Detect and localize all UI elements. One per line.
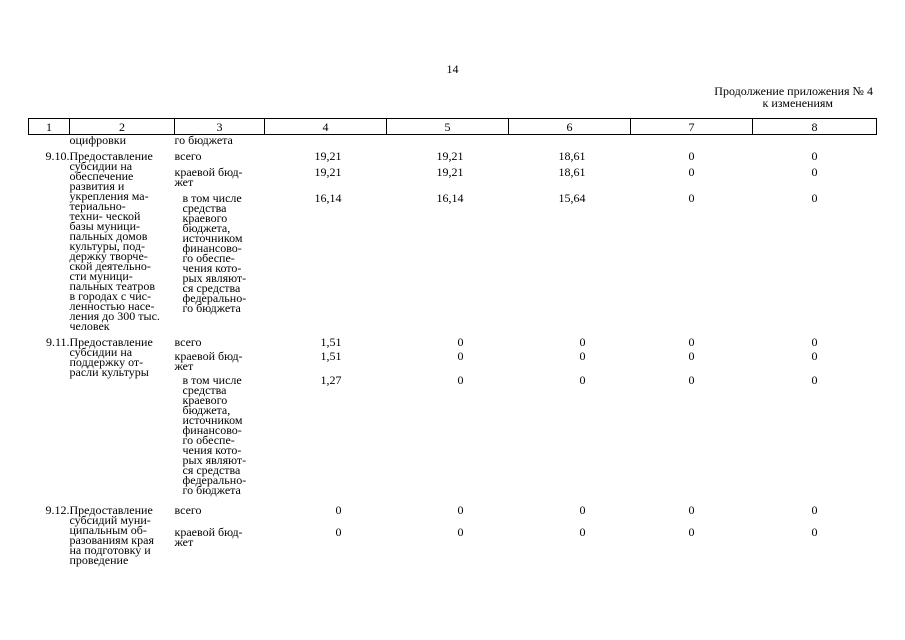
row-description <box>70 337 175 499</box>
funding-source <box>175 351 265 375</box>
value-cell: 0 <box>811 149 818 163</box>
funding-source-text: краевой бюд- жет <box>174 164 243 189</box>
value-cell: 0 <box>688 349 695 363</box>
funding-source-text: краевой бюд- жет <box>174 525 243 550</box>
header-row <box>29 119 877 135</box>
value-cell: 0 <box>811 191 818 206</box>
value-cell: 0 <box>688 164 695 179</box>
row-number: 9.11. <box>45 335 70 349</box>
value-cell: 19,21 <box>436 164 464 179</box>
carryover-row <box>29 135 877 146</box>
table-body <box>29 135 877 566</box>
value-cell: 15,64 <box>558 191 586 206</box>
value-cell: 0 <box>457 349 464 363</box>
continuation-line-2: к изменениям <box>762 96 833 110</box>
table-row <box>29 337 877 351</box>
row-description <box>70 505 175 565</box>
funding-source <box>175 505 265 527</box>
value-cell: 0 <box>335 503 342 517</box>
value-cell: 16,14 <box>314 191 342 206</box>
row-number: 9.10. <box>45 149 70 163</box>
value-cell: 0 <box>335 525 342 540</box>
header-col-4: 4 <box>265 119 387 135</box>
value-cell: 18,61 <box>558 164 586 179</box>
header-col-5: 5 <box>387 119 509 135</box>
value-cell: 0 <box>688 149 695 163</box>
value-cell: 0 <box>579 373 586 387</box>
value-cell: 0 <box>579 349 586 363</box>
funding-source-text: всего <box>174 503 202 517</box>
value-cell: 0 <box>688 373 695 387</box>
row-number: 9.12. <box>45 503 70 517</box>
budget-table <box>28 118 877 565</box>
funding-source <box>175 193 265 331</box>
funding-source-text: в том числе средства краевого бюджета, источником финансово- го обеспе- чения кото- рых являют- ся средства федерально- го бюджета <box>182 373 247 497</box>
header-col-2: 2 <box>70 119 175 135</box>
header-col-8: 8 <box>753 119 877 135</box>
value-cell: 0 <box>811 373 818 387</box>
carryover-desc: оцифровки <box>69 133 127 147</box>
value-cell: 0 <box>688 525 695 540</box>
header-col-7: 7 <box>631 119 753 135</box>
funding-source-text: всего <box>174 335 202 349</box>
value-cell: 0 <box>811 503 818 517</box>
continuation-note <box>714 85 873 109</box>
value-cell: 19,21 <box>314 149 342 163</box>
value-cell: 0 <box>688 191 695 206</box>
carryover-num <box>29 135 70 146</box>
header-col-1: 1 <box>29 119 70 135</box>
value-cell: 0 <box>457 503 464 517</box>
value-cell: 0 <box>811 525 818 540</box>
carryover-source: го бюджета <box>174 133 233 147</box>
row-description-text: Предоставление субсидии на обеспечение развития и укрепления ма- териально- техни- ческой базы муници- пальных домов культуры, под- держку творче- ской деятельно- сти муници- пальных театров в городах с чис- ленностью насе- ления до 300 тыс. человек <box>69 149 160 333</box>
table-row <box>29 505 877 527</box>
funding-source-text: краевой бюд- жет <box>174 349 243 373</box>
value-cell: 0 <box>811 349 818 363</box>
value-cell: 16,14 <box>436 191 464 206</box>
value-cell: 0 <box>457 373 464 387</box>
row-description-text: Предоставление субсидий муни- ципальным об- разованиям края на подготовку и проведение <box>69 503 154 567</box>
page-number: 14 <box>446 62 459 76</box>
value-cell: 1,51 <box>320 349 342 363</box>
header-col-3: 3 <box>175 119 265 135</box>
value-cell: 0 <box>457 525 464 540</box>
value-cell: 0 <box>688 503 695 517</box>
funding-source <box>175 527 265 565</box>
value-cell: 18,61 <box>558 149 586 163</box>
value-cell: 0 <box>688 335 695 349</box>
value-cell: 0 <box>811 164 818 179</box>
value-cell: 19,21 <box>314 164 342 179</box>
row-description <box>70 151 175 331</box>
value-cell: 0 <box>457 335 464 349</box>
continuation-line-1: Продолжение приложения № 4 <box>714 84 873 98</box>
row-description-text: Предоставление субсидии на поддержку от- расли культуры <box>69 335 153 379</box>
value-cell: 19,21 <box>436 149 464 163</box>
value-cell: 0 <box>811 335 818 349</box>
value-cell: 0 <box>579 525 586 540</box>
value-cell: 0 <box>579 335 586 349</box>
value-cell: 0 <box>579 503 586 517</box>
funding-source-text: в том числе средства краевого бюджета, источником финансово- го обеспе- чения кото- рых являют- ся средства федерально- го бюджета <box>182 191 247 316</box>
funding-source <box>174 164 265 194</box>
funding-source-text: всего <box>174 149 202 163</box>
value-cell: 1,51 <box>320 335 342 349</box>
value-cell: 1,27 <box>320 373 342 387</box>
funding-source <box>175 375 265 499</box>
header-col-6: 6 <box>509 119 631 135</box>
